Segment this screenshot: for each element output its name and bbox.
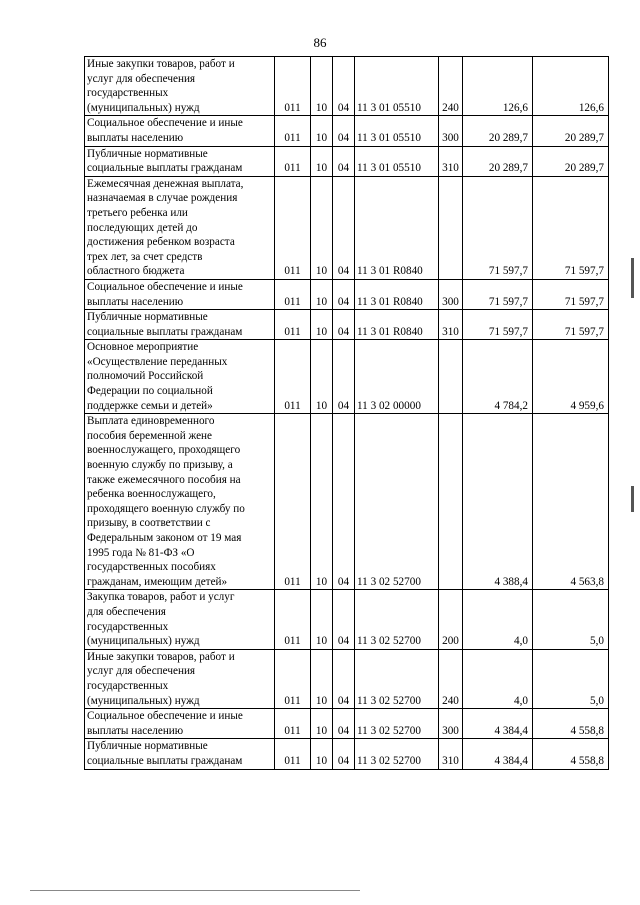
table-row [85,279,609,309]
amount-year-1: 71 597,7 [463,279,533,309]
row-name: Публичные нормативные социальные выплаты гражданам [85,310,275,340]
ministry-code: 011 [275,146,311,176]
row-name: Иные закупки товаров, работ и услуг для обеспечения государственных (муниципальных) нужд [85,649,275,708]
program-code: 11 3 01 05510 [355,57,439,116]
amount-year-2: 4 558,8 [533,709,609,739]
expense-type-code [439,340,463,414]
program-code: 11 3 01 R0840 [355,176,439,279]
section-code: 10 [311,649,333,708]
ministry-code: 011 [275,340,311,414]
row-name: Социальное обеспечение и иные выплаты населению [85,709,275,739]
ministry-code: 011 [275,739,311,769]
program-code: 11 3 02 52700 [355,739,439,769]
amount-year-2: 4 563,8 [533,414,609,590]
subsection-code: 04 [333,414,355,590]
ministry-code: 011 [275,590,311,649]
expense-type-code: 310 [439,146,463,176]
amount-year-2: 5,0 [533,649,609,708]
table-row [85,739,609,769]
table-row [85,176,609,279]
page-number: 86 [313,35,327,50]
table-row [85,340,609,414]
row-name: Публичные нормативные социальные выплаты гражданам [85,146,275,176]
table-row [85,649,609,708]
expense-type-code: 240 [439,649,463,708]
expense-type-code [439,176,463,279]
section-code: 10 [311,590,333,649]
table-body [85,57,609,770]
expense-type-code: 310 [439,739,463,769]
expense-type-code: 300 [439,709,463,739]
bottom-rule [30,890,360,891]
amount-year-1: 4 384,4 [463,709,533,739]
amount-year-2: 4 558,8 [533,739,609,769]
program-code: 11 3 02 52700 [355,709,439,739]
subsection-code: 04 [333,279,355,309]
row-name: Публичные нормативные социальные выплаты гражданам [85,739,275,769]
program-code: 11 3 01 R0840 [355,279,439,309]
row-name: Закупка товаров, работ и услуг для обеспечения государственных (муниципальных) нужд [85,590,275,649]
amount-year-1: 4 388,4 [463,414,533,590]
amount-year-1: 4 784,2 [463,340,533,414]
expense-type-code: 300 [439,279,463,309]
table-row [85,57,609,116]
section-code: 10 [311,146,333,176]
amount-year-1: 4,0 [463,590,533,649]
ministry-code: 011 [275,176,311,279]
section-code: 10 [311,414,333,590]
amount-year-1: 126,6 [463,57,533,116]
amount-year-1: 71 597,7 [463,176,533,279]
table-row [85,116,609,146]
amount-year-1: 20 289,7 [463,146,533,176]
program-code: 11 3 01 05510 [355,146,439,176]
row-name: Социальное обеспечение и иные выплаты населению [85,116,275,146]
row-name: Основное мероприятие «Осуществление переданных полномочий Российской Федерации по социальной поддержке семьи и детей» [85,340,275,414]
amount-year-2: 71 597,7 [533,176,609,279]
ministry-code: 011 [275,709,311,739]
subsection-code: 04 [333,146,355,176]
amount-year-2: 20 289,7 [533,146,609,176]
ministry-code: 011 [275,649,311,708]
ministry-code: 011 [275,116,311,146]
section-code: 10 [311,279,333,309]
expense-type-code: 240 [439,57,463,116]
expense-type-code: 200 [439,590,463,649]
section-code: 10 [311,310,333,340]
ministry-code: 011 [275,57,311,116]
amount-year-2: 71 597,7 [533,279,609,309]
amount-year-2: 20 289,7 [533,116,609,146]
budget-table [84,56,609,770]
table-row [85,310,609,340]
table-row [85,414,609,590]
program-code: 11 3 02 00000 [355,340,439,414]
amount-year-1: 4 384,4 [463,739,533,769]
section-code: 10 [311,116,333,146]
section-code: 10 [311,176,333,279]
amount-year-1: 71 597,7 [463,310,533,340]
subsection-code: 04 [333,57,355,116]
table-row [85,146,609,176]
ministry-code: 011 [275,414,311,590]
section-code: 10 [311,739,333,769]
scan-edge-mark [631,486,634,512]
subsection-code: 04 [333,116,355,146]
subsection-code: 04 [333,340,355,414]
subsection-code: 04 [333,649,355,708]
subsection-code: 04 [333,739,355,769]
row-name: Иные закупки товаров, работ и услуг для обеспечения государственных (муниципальных) нужд [85,57,275,116]
subsection-code: 04 [333,310,355,340]
ministry-code: 011 [275,279,311,309]
subsection-code: 04 [333,709,355,739]
program-code: 11 3 01 R0840 [355,310,439,340]
program-code: 11 3 02 52700 [355,414,439,590]
amount-year-2: 126,6 [533,57,609,116]
table-row [85,590,609,649]
row-name: Ежемесячная денежная выплата, назначаемая в случае рождения третьего ребенка или последующих детей до достижения ребенком возраста трех лет, за счет средств областного бюджета [85,176,275,279]
amount-year-1: 4,0 [463,649,533,708]
program-code: 11 3 02 52700 [355,590,439,649]
section-code: 10 [311,340,333,414]
expense-type-code: 310 [439,310,463,340]
section-code: 10 [311,709,333,739]
expense-type-code: 300 [439,116,463,146]
row-name: Выплата единовременного пособия беременной жене военнослужащего, проходящего военную службу по призыву, а также ежемесячного пособия на ребенка военнослужащего, проходящего военную службу по призыву, в соответствии с Федеральным законом от 19 мая 1995 года № 81-ФЗ «О государственных пособиях гражданам, имеющим детей» [85,414,275,590]
ministry-code: 011 [275,310,311,340]
expense-type-code [439,414,463,590]
program-code: 11 3 02 52700 [355,649,439,708]
amount-year-2: 5,0 [533,590,609,649]
amount-year-2: 71 597,7 [533,310,609,340]
subsection-code: 04 [333,590,355,649]
subsection-code: 04 [333,176,355,279]
section-code: 10 [311,57,333,116]
amount-year-2: 4 959,6 [533,340,609,414]
program-code: 11 3 01 05510 [355,116,439,146]
scan-edge-mark [631,258,634,298]
amount-year-1: 20 289,7 [463,116,533,146]
table-row [85,709,609,739]
row-name: Социальное обеспечение и иные выплаты населению [85,279,275,309]
